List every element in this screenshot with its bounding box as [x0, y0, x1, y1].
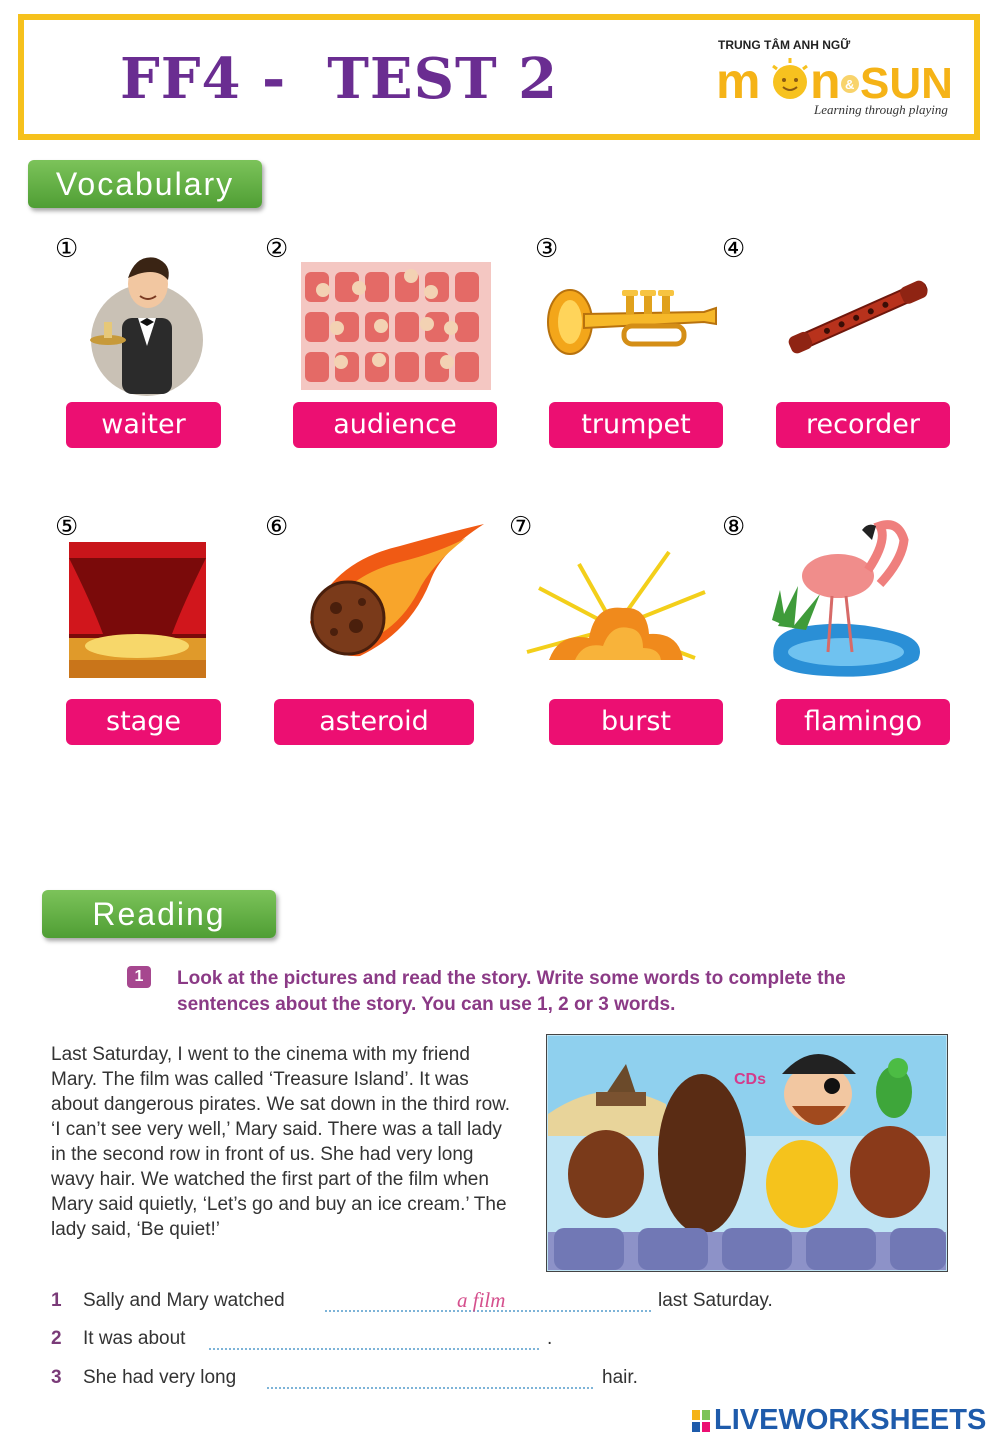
monsun-logo [714, 34, 964, 128]
question-row [51, 1290, 951, 1320]
svg-text:m: m [716, 54, 761, 106]
trumpet-picture [544, 286, 720, 358]
asteroid-picture [290, 522, 486, 662]
header-box [18, 14, 980, 140]
cds-label: CDs [734, 1071, 767, 1088]
logo-sun: SUN [860, 59, 953, 106]
word-button[interactable]: waiter [66, 402, 221, 448]
question-row [51, 1328, 951, 1358]
story-text: Last Saturday, I went to the cinema with my friend Mary. The film was called ‘Treasure Island’. It was about dangerous pirates. We sat down in the third row. ‘I can’t see very well,’ Mary said. There was a tall lady in the second row in front of us. She had very long wavy hair. We watched the first part of the film when Mary said quietly, ‘Let’s go and buy an ice cream.’ The lady said, ‘Be quiet!’ [51, 1044, 511, 1240]
answer-input[interactable] [209, 1348, 539, 1350]
stage-picture [69, 542, 206, 678]
logo-tagline: Learning through playing [814, 102, 948, 117]
word-button[interactable]: audience [293, 402, 497, 448]
waiter-picture [86, 248, 208, 398]
reading-heading: Reading [42, 890, 276, 938]
logo-top-text: TRUNG TÂM ANH NGỮ [718, 38, 851, 52]
answer-input[interactable] [267, 1387, 593, 1389]
vocabulary-heading: Vocabulary [28, 160, 262, 208]
footer-brand: LIVEWORKSHEETS [714, 1404, 987, 1436]
recorder-picture [780, 278, 936, 356]
question-number: 3 [51, 1367, 62, 1388]
question-text-after: last Saturday. [658, 1290, 773, 1311]
question-text-after: hair. [602, 1367, 638, 1388]
audience-picture [301, 262, 491, 390]
word-button[interactable]: flamingo [776, 699, 950, 745]
exercise-instruction: Look at the pictures and read the story. Write some words to complete the sentences about the story. You can use 1, 2 or 3 words. [177, 968, 846, 1015]
logo-amp: & [845, 77, 855, 92]
question-text-after: . [547, 1328, 553, 1349]
answer-input[interactable]: a film [457, 1288, 506, 1312]
word-button[interactable]: asteroid [274, 699, 474, 745]
question-number: 2 [51, 1328, 62, 1349]
word-button[interactable]: trumpet [549, 402, 723, 448]
item-number: ③ [535, 234, 559, 264]
flamingo-picture [768, 520, 930, 680]
item-number: ⑦ [509, 512, 533, 542]
question-row [51, 1367, 951, 1397]
word-button[interactable]: recorder [776, 402, 950, 448]
question-text-before: She had very long [83, 1367, 237, 1388]
word-button[interactable]: stage [66, 699, 221, 745]
burst-picture [519, 548, 711, 672]
word-button[interactable]: burst [549, 699, 723, 745]
item-number: ① [55, 234, 79, 264]
item-number: ⑥ [265, 512, 289, 542]
question-text-before: It was about [83, 1328, 186, 1349]
item-number: ⑤ [55, 512, 79, 542]
exercise-number: 1 [127, 966, 151, 988]
svg-text:n: n [810, 54, 841, 106]
logo-wordmark-icon [714, 54, 964, 106]
question-text-before: Sally and Mary watched [83, 1290, 285, 1311]
cinema-picture [546, 1034, 948, 1272]
item-number: ⑧ [722, 512, 746, 542]
page-title: FF4 - TEST 2 [120, 46, 559, 112]
question-number: 1 [51, 1290, 62, 1311]
liveworksheets-icon [692, 1410, 710, 1432]
item-number: ④ [722, 234, 746, 264]
item-number: ② [265, 234, 289, 264]
